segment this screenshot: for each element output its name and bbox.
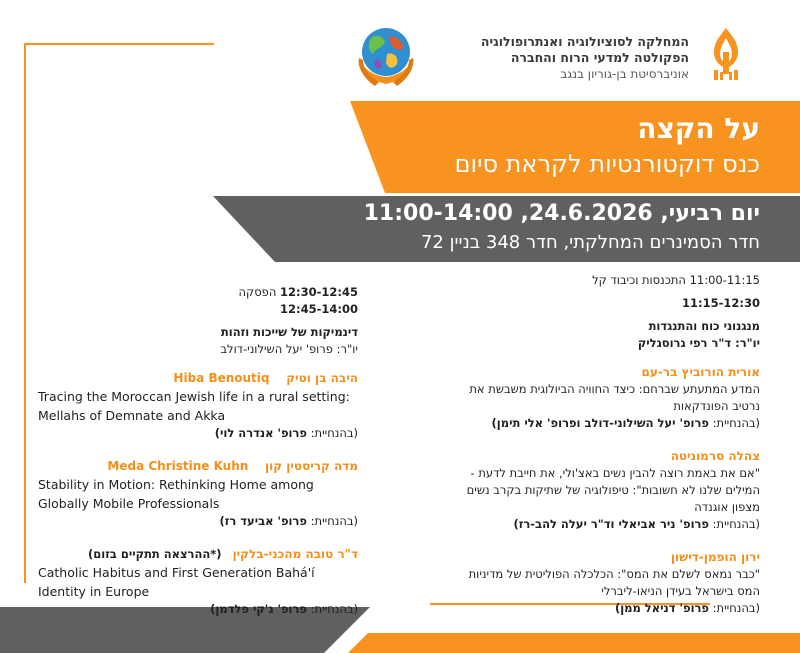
talk-title-line: המדע המתעתע שברחם: כיצד החוויה הביולוגית משבשת את [469,382,760,396]
session1-title: מנגנוני כוח והתנגדות [648,319,760,333]
department-block [481,34,689,82]
speaker-name-hebrew: מדה קריסטין קון [265,459,358,473]
frame-line-top [24,43,214,45]
talk-title-line: Identity in Europe [38,584,150,599]
talk-supervisor [430,516,760,533]
talk-title-line: Catholic Habitus and First Generation Bahá'í [38,565,315,580]
talk-item [38,546,358,618]
speaker-name: אורית הורוביץ בר-עם [641,365,760,379]
talk-title-line: Mellahs of Demnate and Akka [38,408,226,423]
slot-gathering: 11:00-11:15 התכנסות וכיבוד קל [592,273,760,287]
talk-item [430,549,760,617]
supervisor-names: פרופ' ניר אביאלי וד"ר יעלה להב-רז) [513,517,709,531]
break-label: הפסקה [238,285,277,299]
talk-title-line: Stability in Motion: Rethinking Home among [38,477,314,492]
speaker-name-hebrew: היבה בן וטיק [286,371,358,385]
faculty-name: הפקולטה למדעי הרוח והחברה [510,50,689,65]
speaker-name [38,370,358,387]
talk-title-line: המס בישראל בעידן הניאו-ליברלי [601,584,760,598]
talk-supervisor [38,601,358,618]
speaker-name-english: Hiba Benoutiq [173,371,270,385]
talk-title-line: Globally Mobile Professionals [38,496,220,511]
frame-line-left [24,43,26,583]
talk-title-line: מצפון אוגנדה [694,500,760,514]
talk-supervisor [38,425,358,442]
session2-chair: יו"ר: פרופ' יעל השילוני-דולב [220,342,358,356]
talk-item [430,448,760,533]
department-name: המחלקה לסוציולוגיה ואנתרופולוגיה [480,34,689,49]
zoom-note: (*ההרצאה תתקיים בזום) [87,547,222,561]
supervisor-label: (בהנחיית: [712,416,760,430]
university-name: אוניברסיטת בן-גוריון בנגב [560,67,689,81]
supervisor-names: פרופ' דניאל ממן) [614,601,709,615]
talk-title-line: "אם את באמת רוצה להבין נשים באצ'ולי, את חייבת לדעת - [470,466,760,480]
talk-title-line: נרטיב הפונדקאות [673,399,760,413]
session2-title: דינמיקות של שייכות וזהות [220,325,358,339]
event-room: חדר הסמינרים המחלקתי, חדר 348 בניין 72 [420,232,760,253]
footer-orange-bar [348,633,800,653]
talk-supervisor [430,600,760,617]
supervisor-label: (בהנחיית: [310,602,358,616]
slot-break [38,284,358,301]
supervisor-label: (בהנחיית: [310,426,358,440]
talk-item [38,458,358,530]
university-logo-icon [700,26,752,82]
talk-title-line: Tracing the Moroccan Jewish life in a rural setting: [38,389,350,404]
speaker-name: צהלה סרמוניטה [670,449,760,463]
conference-subtitle: כנס דוקטורנטיות לקראת סיום [454,150,760,178]
supervisor-names: פרופ' אנדרה לוי) [214,426,307,440]
speaker-name [38,458,358,475]
conference-title: על הקצה [637,112,760,145]
talk-item [430,364,760,432]
talk-title-line: "כבר נמאס לשלם את המס": הכלכלה הפוליטית של מדיניות [468,567,760,581]
supervisor-label: (בהנחיית: [712,601,760,615]
speaker-name-english: Meda Christine Kuhn [107,459,249,473]
talk-supervisor [38,513,358,530]
globe-hands-logo-icon [353,22,419,92]
slot-session2-time: 12:45-14:00 [280,302,358,316]
speaker-name [38,546,358,563]
speaker-name-hebrew: ד"ר טובה מהכני-בלקין [232,547,358,561]
talk-supervisor [430,415,760,432]
supervisor-names: פרופ' יעל השילוני-דולב ופרופ' אלי תימן) [491,416,709,430]
supervisor-label: (בהנחיית: [310,514,358,528]
talk-item [38,370,358,442]
supervisor-names: פרופ' אביעד רז) [219,514,307,528]
break-time: 12:30-12:45 [280,285,358,299]
schedule-left-column [38,284,358,618]
slot-session1-time: 11:15-12:30 [682,296,760,310]
speaker-name: ירון הופמן-דישון [670,550,760,564]
event-date: יום רביעי, 24.6.2026, 11:00-14:00 [363,201,760,226]
supervisor-names: פרופ' ג'קי פלדמן) [210,602,307,616]
schedule-right-column [430,272,760,617]
supervisor-label: (בהנחיית: [712,517,760,531]
talk-title-line: המילים שלנו לא חשובות": טיפולוגיה של שתיקות בקרב נשים [466,483,760,497]
session1-chair: יו"ר: ד"ר רפי גרוסגליק [637,336,760,350]
